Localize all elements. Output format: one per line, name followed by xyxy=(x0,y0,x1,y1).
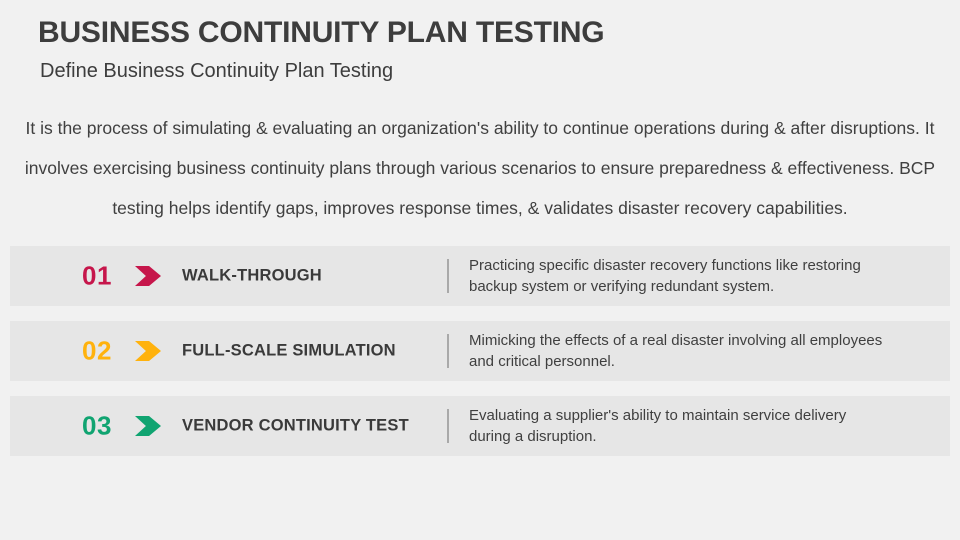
list-item-vendor-continuity-test xyxy=(10,396,950,456)
item-number: 03 xyxy=(82,410,112,441)
item-description: Practicing specific disaster recovery functions like restoring backup system or verifying redundant system. xyxy=(469,257,861,295)
item-label: VENDOR CONTINUITY TEST xyxy=(182,416,409,435)
chevron-right-icon xyxy=(135,341,161,361)
item-number: 01 xyxy=(82,260,112,291)
item-label: WALK-THROUGH xyxy=(182,266,322,285)
page-subtitle: Define Business Continuity Plan Testing xyxy=(40,60,394,82)
list-item-walk-through xyxy=(10,246,950,306)
divider xyxy=(447,259,449,293)
item-description: Evaluating a supplier's ability to maintain service delivery during a disruption. xyxy=(469,407,847,445)
testing-types-list xyxy=(10,246,950,456)
list-item-full-scale-simulation xyxy=(10,321,950,381)
divider xyxy=(447,409,449,443)
item-description: Mimicking the effects of a real disaster involving all employees and critical personnel. xyxy=(469,332,883,370)
definition-paragraph: It is the process of simulating & evaluating an organization's ability to continue operations during & after disruptions. It involves exercising business continuity plans through various scenarios to ensure preparedness & effectiveness. BCP testing helps identify gaps, improves response times, & validates disaster recovery capabilities. xyxy=(24,118,936,218)
chevron-right-icon xyxy=(135,266,161,286)
chevron-right-icon xyxy=(135,416,161,436)
divider xyxy=(447,334,449,368)
item-number: 02 xyxy=(82,335,112,366)
item-label: FULL-SCALE SIMULATION xyxy=(182,341,396,360)
page-title: BUSINESS CONTINUITY PLAN TESTING xyxy=(38,16,605,49)
